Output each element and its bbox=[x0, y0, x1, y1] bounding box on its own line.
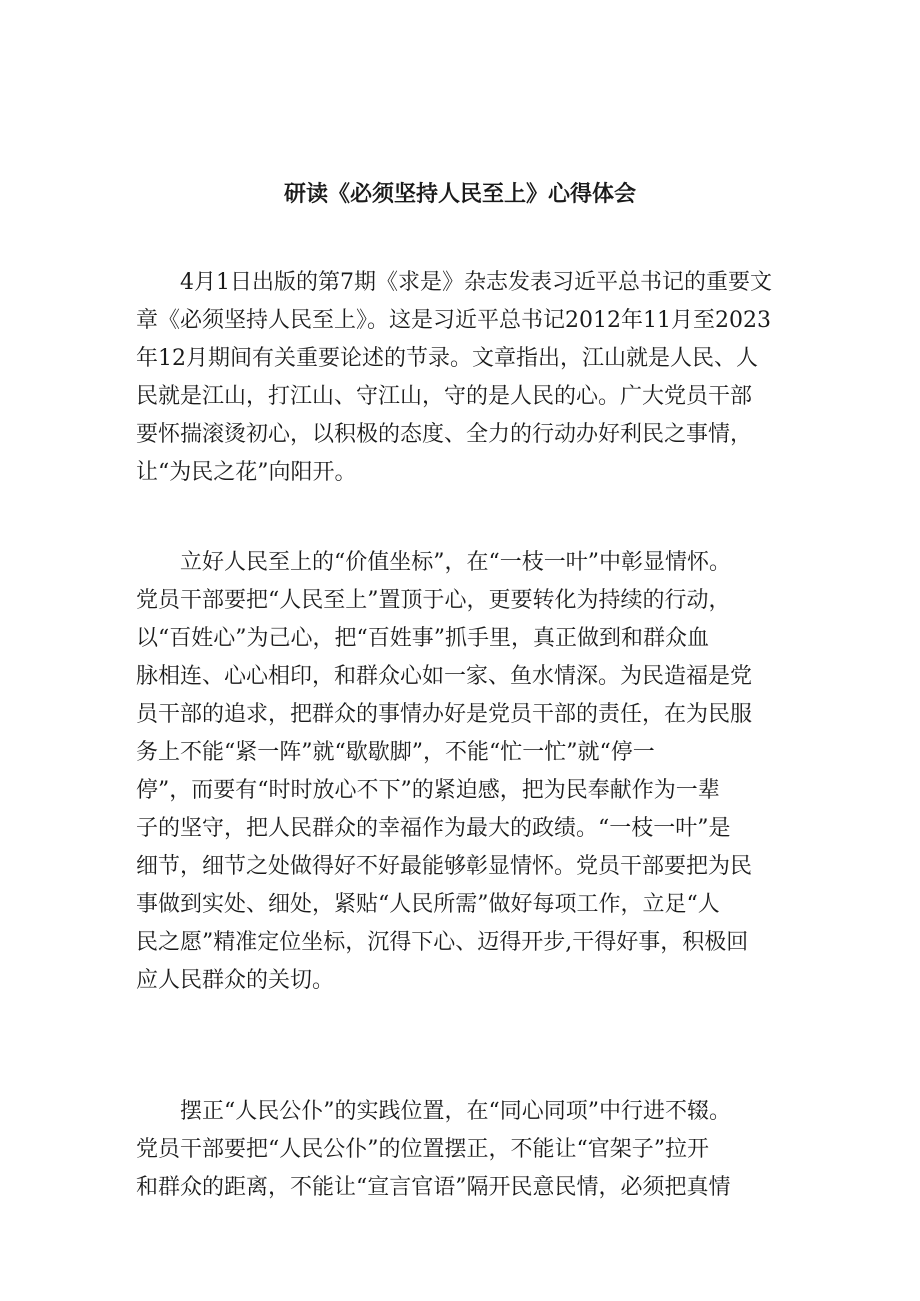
paragraph-line: 事做到实处、细处，紧贴“人民所需”做好每项工作，立足“人 bbox=[136, 892, 720, 917]
paragraph-2 bbox=[136, 544, 788, 1000]
paragraph-line: 民就是江山，打江山、守江山，守的是人民的心。广大党员干部 bbox=[136, 384, 753, 409]
paragraph-line: 党员干部要把“人民公仆”的位置摆正，不能让“官架子”拉开 bbox=[136, 1137, 709, 1162]
paragraph-line: 摆正“人民公仆”的实践位置，在“同心同项”中行进不辍。 bbox=[136, 1099, 731, 1124]
paragraph-line: 章《必须坚持人民至上》。这是习近平总书记2012年11月至2023 bbox=[136, 308, 771, 333]
paragraph-line: 要怀揣滚烫初心，以积极的态度、全力的行动办好利民之事情， bbox=[136, 422, 753, 447]
paragraph-3 bbox=[136, 1093, 788, 1207]
paragraph-line: 子的坚守，把人民群众的幸福作为最大的政绩。“一枝一叶”是 bbox=[136, 816, 731, 841]
paragraph-line: 细节，细节之处做得好不好最能够彰显情怀。党员干部要把为民 bbox=[136, 854, 753, 879]
paragraph-line: 民之愿”精准定位坐标，沉得下心、迈得开步,干得好事，积极回 bbox=[136, 930, 749, 955]
document-title: 研读《必须坚持人民至上》心得体会 bbox=[283, 182, 636, 207]
paragraph-line: 务上不能“紧一阵”就“歇歇脚”，不能“忙一忙”就“停一 bbox=[136, 740, 655, 765]
paragraph-line: 应人民群众的关切。 bbox=[136, 968, 335, 993]
paragraph-line: 和群众的距离，不能让“宣言官语”隔开民意民情，必须把真情 bbox=[136, 1175, 731, 1200]
paragraph-line: 让“为民之花”向阳开。 bbox=[136, 460, 357, 485]
paragraph-1 bbox=[136, 264, 788, 492]
paragraph-line: 停”，而要有“时时放心不下”的紧迫感，把为民奉献作为一辈 bbox=[136, 778, 720, 803]
paragraph-line: 脉相连、心心相印，和群众心如一家、鱼水情深。为民造福是党 bbox=[136, 664, 753, 689]
paragraph-line: 年12月期间有关重要论述的节录。文章指出，江山就是人民、人 bbox=[136, 346, 758, 371]
paragraph-line: 以“百姓心”为己心，把“百姓事”抓手里，真正做到和群众血 bbox=[136, 626, 709, 651]
paragraph-line: 员干部的追求，把群众的事情办好是党员干部的责任，在为民服 bbox=[136, 702, 753, 727]
paragraph-line: 立好人民至上的“价值坐标”，在“一枝一叶”中彰显情怀。 bbox=[136, 550, 731, 575]
paragraph-line: 党员干部要把“人民至上”置顶于心，更要转化为持续的行动， bbox=[136, 588, 731, 613]
paragraph-line: 4月1日出版的第7期《求是》杂志发表习近平总书记的重要文 bbox=[136, 270, 772, 295]
